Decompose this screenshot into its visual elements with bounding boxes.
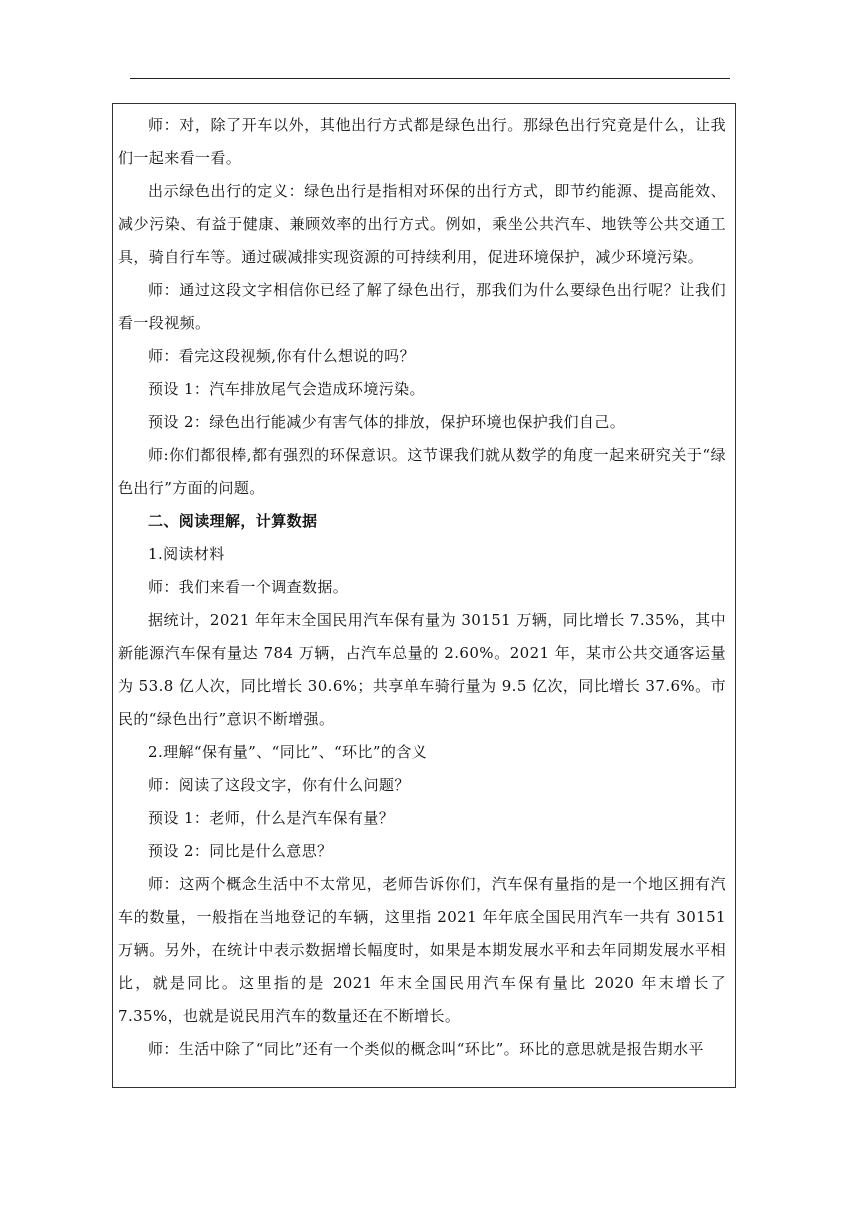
- paragraph: 预设 2：同比是什么意思？: [148, 842, 333, 860]
- paragraph: 师：这两个概念生活中不太常见，老师告诉你们，汽车保有量指的是一个地区拥有汽车的数量，一般指在当地登记的车辆，这里指 2021 年年底全国民用汽车一共有 30151 万辆。另外，在统计中表示数据增长幅度时，如果是本期发展水平和去年同期发展水平相比，就是同比。这里指的是 2021 年末全国民用汽车保有量比 2020 年末增长了 7.35%，也就是说民用汽车的数量还在不断增长。: [118, 875, 726, 1025]
- paragraph: 预设 1：汽车排放尾气会造成环境污染。: [148, 380, 425, 398]
- lesson-content-box: [112, 103, 736, 1088]
- header-rule: [130, 78, 730, 79]
- subsection-heading: 2.理解“保有量”、“同比”、“环比”的含义: [148, 743, 428, 761]
- paragraph: 预设 2：绿色出行能减少有害气体的排放，保护环境也保护我们自己。: [148, 413, 626, 431]
- paragraph: 师：阅读了这段文字，你有什么问题？: [148, 776, 410, 794]
- paragraph: 师:你们都很棒,都有强烈的环保意识。这节课我们就从数学的角度一起来研究关于“绿色出行”方面的问题。: [118, 446, 726, 497]
- paragraph: 师：生活中除了“同比”还有一个类似的概念叫“环比”。环比的意思就是报告期水平: [148, 1040, 704, 1058]
- paragraph: 据统计，2021 年年末全国民用汽车保有量为 30151 万辆，同比增长 7.35%，其中新能源汽车保有量达 784 万辆，占汽车总量的 2.60%。2021 年，某市公共交通客运量为 53.8 亿人次，同比增长 30.6%；共享单车骑行量为 9.5 亿次，同比增长 37.6%。市民的“绿色出行”意识不断增强。: [118, 611, 726, 728]
- paragraph: 预设 1：老师，什么是汽车保有量？: [148, 809, 395, 827]
- subsection-heading: 1.阅读材料: [148, 545, 225, 563]
- paragraph: 师：通过这段文字相信你已经了解了绿色出行，那我们为什么要绿色出行呢？让我们看一段视频。: [118, 281, 726, 332]
- paragraph: 师：看完这段视频,你有什么想说的吗？: [148, 347, 415, 365]
- paragraph: 出示绿色出行的定义：绿色出行是指相对环保的出行方式，即节约能源、提高能效、减少污染、有益于健康、兼顾效率的出行方式。例如，乘坐公共汽车、地铁等公共交通工具，骑自行车等。通过碳减排实现资源的可持续利用，促进环境保护，减少环境污染。: [118, 182, 726, 266]
- paragraph: 师：我们来看一个调查数据。: [148, 578, 349, 596]
- lesson-text: [118, 109, 726, 1066]
- paragraph: 师：对，除了开车以外，其他出行方式都是绿色出行。那绿色出行究竟是什么，让我们一起来看一看。: [118, 116, 726, 167]
- section-heading: 二、阅读理解，计算数据: [148, 512, 318, 530]
